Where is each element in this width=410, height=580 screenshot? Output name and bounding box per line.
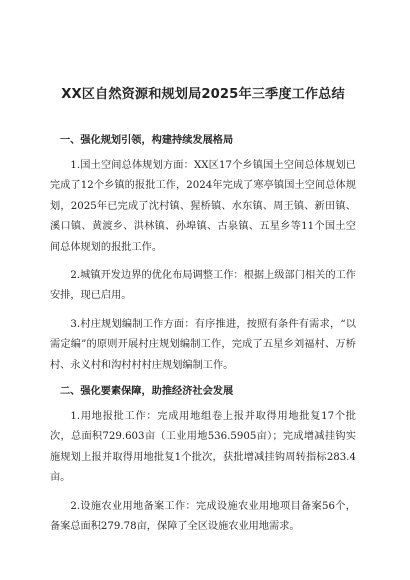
paragraph: 2.设施农业用地备案工作：完成设施农业用地项目备案56个，备案总面积279.78亩，保障了全区设施农业用地需求。: [50, 500, 356, 533]
paragraph: 1.国土空间总体规划方面：XX区17个乡镇国土空间总体规划已完成了12个乡镇的报批工作，2024年完成了寒亭镇国土空间总体规划，2025年已完成了沈村镇、猩桥镇、水东镇、周王镇、新田镇、溪口镇、黄渡乡、洪林镇、孙埠镇、古泉镇、五星乡等11个国土空间总体规划的报批工作。: [50, 160, 356, 253]
section-resource-support: [50, 384, 356, 537]
section-heading: 一、强化规划引领，构建持续发展格局: [60, 135, 234, 146]
paragraph: 1.用地报批工作：完成用地组卷上报并取得用地批复17个批次，总面积729.603亩（工业用地536.5905亩）；完成增减挂钩实施规划上报并取得用地批复1个批次，获批增减挂钩周转指标283.4亩。: [50, 411, 356, 484]
paragraph: 3.村庄规划编制工作方面：有序推进，按照有条件有需求，“以需定编”的原则开展村庄规划编制工作，完成了五星乡刘福村、万桥村、永义村和沟村村村庄规划编制工作。: [50, 318, 356, 371]
paragraph: 2.城镇开发边界的优化布局调整工作：根据上级部门相关的工作安排，现已启用。: [50, 270, 356, 302]
document-title: XX区自然资源和规划局2025年三季度工作总结: [61, 87, 345, 102]
section-heading: 二、强化要素保障，助推经济社会发展: [60, 386, 234, 398]
section-planning: [50, 133, 356, 376]
